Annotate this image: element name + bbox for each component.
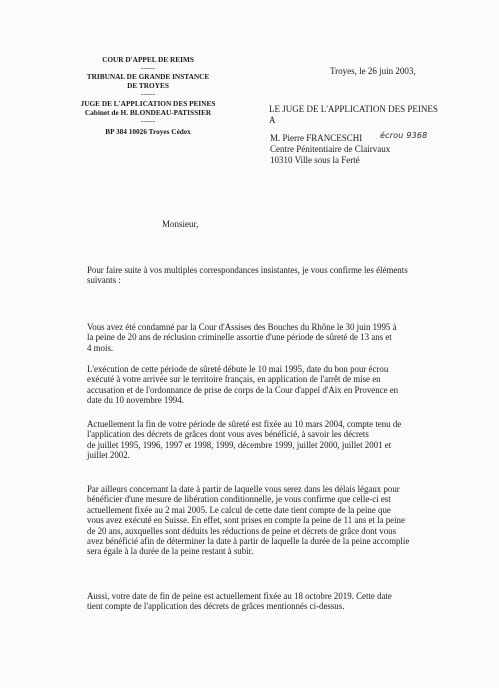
handwritten-reference: écrou 9368	[380, 131, 428, 140]
paragraph-line: Par ailleurs concernant la date à partir de laquelle vous serez dans les délais légaux pour	[87, 484, 400, 494]
paragraph-line: bénéficier d'une mesure de libération conditionnelle, je vous confirme que celle-ci est	[87, 494, 391, 505]
paragraph-line: Aussi, votre date de fin de peine est actuellement fixée au 18 octobre 2019. Cette date	[87, 591, 392, 601]
from-line2: A	[269, 115, 276, 125]
paragraph-line: de juillet 1995, 1996, 1997 et 1998, 1999, décembre 1999, juillet 2000, juillet 2001 et	[87, 439, 392, 450]
paragraph-line: accusation et de l'ordonnance de prise de corps de la Cour d'appel d'Aix en Provence en	[87, 384, 399, 395]
paragraph-line: la peine de 20 ans de réclusion criminelle assortie d'une période de sûreté de 13 ans et	[87, 332, 392, 343]
paragraph-end-safety	[87, 419, 433, 461]
paragraph-conviction	[87, 322, 433, 353]
recipient-line2: Centre Pénitentiaire de Clairvaux	[270, 144, 391, 154]
paragraph-line: avez bénéficié afin de déterminer la date à partir de laquelle la durée de la peine accomplie	[87, 536, 410, 547]
paragraph-parole	[87, 484, 433, 557]
recipient-line3: 10310 Ville sous la Ferté	[270, 155, 360, 165]
tribunal-line1: TRIBUNAL DE GRANDE INSTANCE	[86, 72, 210, 81]
date-line: Troyes, le 26 juin 2003,	[330, 66, 416, 76]
court-name: COUR D'APPEL DE REIMS	[102, 55, 194, 64]
judge-line1: JUGE DE L'APPLICATION DES PEINES	[80, 99, 216, 108]
paragraph-line: 4 mois.	[87, 342, 114, 353]
paragraph-line: actuellement fixée au 2 mai 2005. Le calcul de cette date tient compte de la peine que	[87, 504, 391, 515]
separator: ------	[141, 90, 155, 98]
paragraph-line: date du 10 novembre 1994.	[87, 395, 184, 406]
separator: ------	[141, 64, 155, 72]
paragraph-line: suivants :	[87, 275, 121, 286]
paragraph-line: juillet 2002.	[87, 450, 130, 461]
paragraph-intro	[87, 265, 433, 286]
paragraph-line: tient compte de l'application des décrets de grâces mentionnés ci-dessus.	[87, 601, 345, 612]
judge-line2: Cabinet de H. BLONDEAU-PATISSIER	[84, 108, 212, 117]
paragraph-line: exécuté à votre arrivée sur le territoire français, en application de l'arrêt de mise en	[87, 374, 381, 385]
paragraph-line: vous avez exécuté en Suisse. En effet, sont prises en compte la peine de 11 ans et la peine	[87, 515, 405, 526]
from-line1: LE JUGE DE L'APPLICATION DES PEINES	[269, 104, 438, 114]
paragraph-safety-period	[87, 364, 433, 406]
paragraph-line: L'exécution de cette période de sûreté débute le 10 mai 1995, date du bon pour écrou	[87, 364, 389, 374]
paragraph-end-of-sentence	[87, 591, 433, 612]
paragraph-line: Actuellement la fin de votre période de sûreté est fixée au 10 mars 2004, compte tenu de	[87, 419, 402, 429]
sender-address: BP 384 10026 Troyes Cédex	[105, 127, 191, 136]
paragraph-line: Pour faire suite à vos multiples correspondances insistantes, je vous confirme les éléments	[87, 265, 408, 275]
paragraph-line: l'application des décrets de grâces dont vous aves bénéficié, à savoir les décrets	[87, 429, 369, 440]
salutation: Monsieur,	[162, 219, 199, 229]
paragraph-line: de 20 ans, auxquelles sont déduits les réductions de peine et décrets de grâce dont vous	[87, 525, 397, 536]
separator: ------	[141, 117, 155, 125]
tribunal-line2: DE TROYES	[127, 81, 169, 90]
paragraph-line: Vous avez été condamné par la Cour d'Assises des Bouches du Rhône le 30 juin 1995 à	[87, 322, 397, 332]
paragraph-line: sera égale à la durée de la peine restant à subir.	[87, 546, 254, 557]
recipient-name: M. Pierre FRANCESCHI	[270, 133, 363, 143]
